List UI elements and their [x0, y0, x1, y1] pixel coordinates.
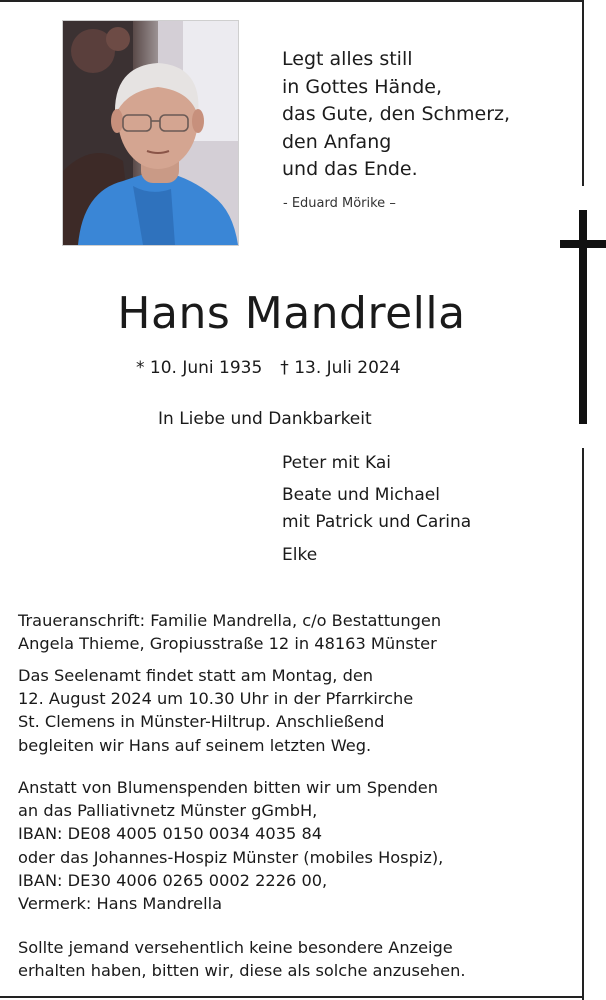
- poem: [282, 46, 510, 184]
- frame-right-line-upper: [582, 0, 584, 186]
- address-line: Angela Thieme, Gropiusstraße 12 in 48163 Münster: [18, 634, 437, 654]
- birth-date: * 10. Juni 1935: [136, 358, 263, 378]
- mourner-line: Peter mit Kai: [282, 453, 391, 473]
- portrait-photo: [62, 20, 239, 246]
- closing-block: [18, 936, 466, 982]
- closing-line: erhalten haben, bitten wir, diese als solche anzusehen.: [18, 961, 466, 981]
- donations-block: [18, 776, 443, 915]
- service-line: Das Seelenamt findet statt am Montag, den: [18, 666, 374, 685]
- donation-line: Vermerk: Hans Mandrella: [18, 894, 223, 914]
- donation-line: oder das Johannes-Hospiz Münster (mobiles Hospiz),: [18, 847, 444, 867]
- service-line: 12. August 2024 um 10.30 Uhr in der Pfarrkirche: [18, 689, 414, 709]
- death-date: † 13. Juli 2024: [280, 358, 401, 378]
- poem-line: und das Ende.: [282, 158, 418, 180]
- donation-line: IBAN: DE30 4006 0265 0002 2226 00,: [18, 870, 328, 890]
- mourner-line: mit Patrick und Carina: [282, 512, 472, 532]
- cross-icon-horizontal: [560, 240, 606, 248]
- service-line: St. Clemens in Münster-Hiltrup. Anschließend: [18, 712, 385, 732]
- mourners-intro: In Liebe und Dankbarkeit: [158, 409, 372, 429]
- poem-line: in Gottes Hände,: [282, 75, 442, 98]
- closing-line: Sollte jemand versehentlich keine besondere Anzeige: [18, 938, 453, 957]
- deceased-name: Hans Mandrella: [117, 288, 466, 339]
- poem-line: Legt alles still: [282, 48, 413, 70]
- donation-line: Anstatt von Blumenspenden bitten wir um Spenden: [18, 778, 438, 797]
- life-dates: [136, 358, 401, 378]
- donation-line: IBAN: DE08 4005 0150 0034 4035 84: [18, 824, 323, 844]
- poem-line: den Anfang: [282, 130, 392, 153]
- service-line: begleiten wir Hans auf seinem letzten Weg.: [18, 735, 372, 755]
- address-line: Traueranschrift: Familie Mandrella, c/o Bestattungen: [18, 611, 442, 630]
- mourner-line: Elke: [282, 545, 318, 565]
- service-block: [18, 664, 413, 757]
- frame-bottom-line: [0, 996, 583, 998]
- donation-line: an das Palliativnetz Münster gGmbH,: [18, 801, 318, 821]
- frame-top-line: [0, 0, 583, 2]
- mourner-line: Beate und Michael: [282, 485, 440, 505]
- poem-attribution: - Eduard Mörike –: [283, 196, 396, 211]
- poem-line: das Gute, den Schmerz,: [282, 103, 511, 125]
- frame-right-line-lower: [582, 448, 584, 1000]
- address-block: [18, 609, 441, 655]
